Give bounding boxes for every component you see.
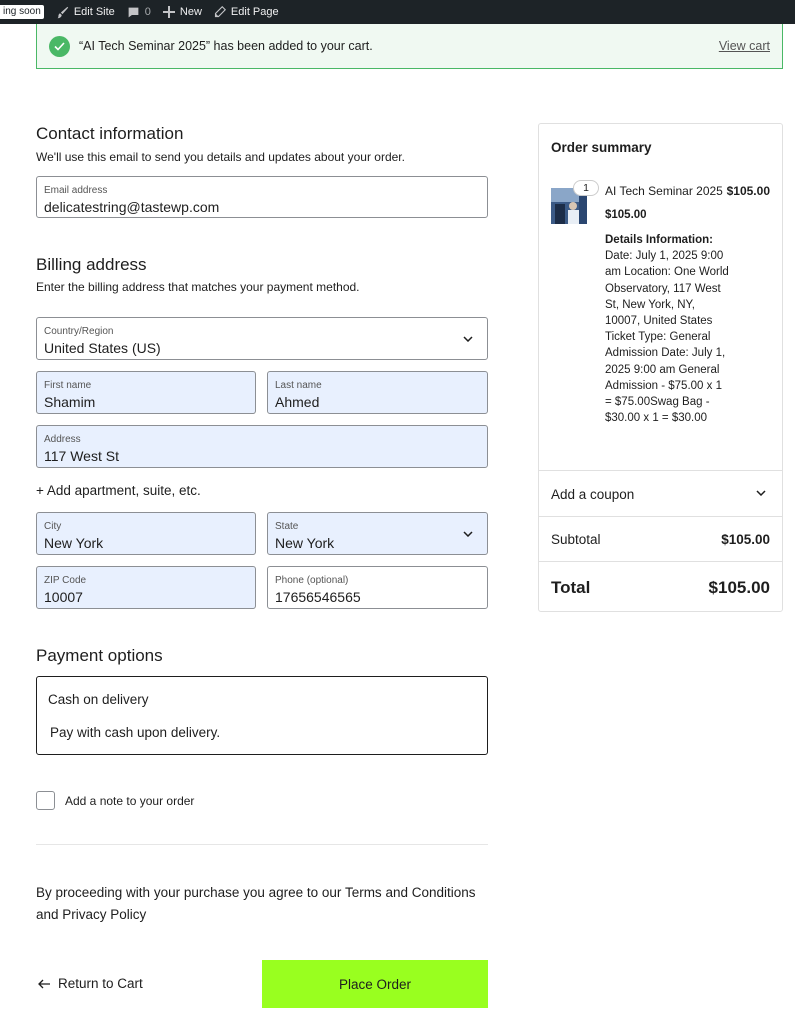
first-name-label: First name [44,380,92,391]
quantity-badge: 1 [573,180,599,196]
address-value: 117 West St [44,448,119,464]
city-value: New York [44,535,104,551]
country-select[interactable] [36,317,488,360]
zip-label: ZIP Code [44,575,87,586]
summary-divider [539,561,782,562]
country-value: United States (US) [44,340,161,356]
subtotal-label: Subtotal [551,532,601,547]
contact-subtitle: We'll use this email to send you details and updates about your order. [36,150,405,164]
new-label: New [179,6,202,18]
add-apartment-link[interactable]: + Add apartment, suite, etc. [36,483,201,498]
country-label: Country/Region [44,326,114,337]
view-cart-link[interactable]: View cart [718,39,770,53]
payment-method-name: Cash on delivery [48,692,149,707]
address-label: Address [44,434,81,445]
details-heading: Details Information: [605,234,713,246]
first-name-field[interactable] [36,371,256,414]
last-name-label: Last name [275,380,322,391]
email-value: delicatestring@tastewp.com [44,199,220,215]
new-content-link[interactable] [163,6,202,18]
contact-title: Contact information [36,124,184,143]
address-field[interactable] [36,425,488,468]
edit-site-label: Edit Site [73,6,115,18]
chevron-down-icon [463,531,473,537]
details-text: Date: July 1, 2025 9:00 am Location: One World Observatory, 117 West St, New York, NY, 10007, United States Ticket Type: General Admission Date: July 1, 2025 9:00 am General Admission - $75.00 x 1 = $75.00Swag Bag - $30.00 x 1 = $30.00 [605,250,729,425]
pencil-icon [214,6,226,18]
coming-soon-badge[interactable]: ing soon [0,5,44,19]
chevron-down-icon[interactable] [756,490,766,496]
cart-notice [36,24,783,69]
phone-label: Phone (optional) [275,575,349,586]
last-name-field[interactable] [267,371,488,414]
check-icon [49,36,70,57]
item-name: AI Tech Seminar 2025 [605,184,723,198]
last-name-value: Ahmed [275,394,320,410]
email-field[interactable] [36,176,488,218]
phone-value: 17656546565 [275,589,361,605]
comments-link[interactable] [127,6,151,19]
total-label: Total [551,578,591,597]
item-unit-price: $105.00 [605,209,647,221]
zip-field[interactable] [36,566,256,609]
summary-divider [539,516,782,517]
first-name-value: Shamim [44,394,96,410]
item-price: $105.00 [726,184,770,198]
notice-message: “AI Tech Seminar 2025” has been added to your cart. [79,39,373,53]
payment-option-cod[interactable] [36,676,488,755]
email-label: Email address [44,185,108,196]
order-summary [538,123,783,612]
chevron-down-icon [463,336,473,342]
state-label: State [275,521,299,532]
phone-field[interactable] [267,566,488,609]
arrow-left-icon [38,979,51,989]
state-value: New York [275,535,335,551]
payment-method-description: Pay with cash upon delivery. [50,725,221,740]
brush-icon [56,6,69,19]
item-details [605,232,729,426]
order-note-checkbox[interactable] [36,791,55,810]
place-order-button[interactable]: Place Order [262,960,488,1008]
state-select[interactable] [267,512,488,555]
summary-title: Order summary [551,140,652,155]
comment-icon [127,6,140,19]
edit-page-link[interactable] [214,6,279,18]
admin-bar [0,0,795,24]
city-field[interactable] [36,512,256,555]
total-value: $105.00 [708,578,770,597]
billing-subtitle: Enter the billing address that matches your payment method. [36,280,360,294]
return-label: Return to Cart [58,976,143,991]
comments-count: 0 [144,6,151,18]
edit-site-link[interactable] [56,6,115,19]
summary-divider [539,470,782,471]
zip-value: 10007 [44,589,83,605]
divider [36,844,488,845]
return-to-cart-link[interactable] [38,976,143,991]
subtotal-value: $105.00 [721,532,770,547]
city-label: City [44,521,62,532]
payment-title: Payment options [36,646,163,665]
order-note-label[interactable]: Add a note to your order [65,794,195,808]
add-coupon-toggle[interactable]: Add a coupon [551,487,635,502]
plus-icon [163,6,175,18]
edit-page-label: Edit Page [230,6,279,18]
billing-title: Billing address [36,255,147,274]
terms-text: By proceeding with your purchase you agree to our Terms and Conditions and Privacy Policy [36,885,476,922]
